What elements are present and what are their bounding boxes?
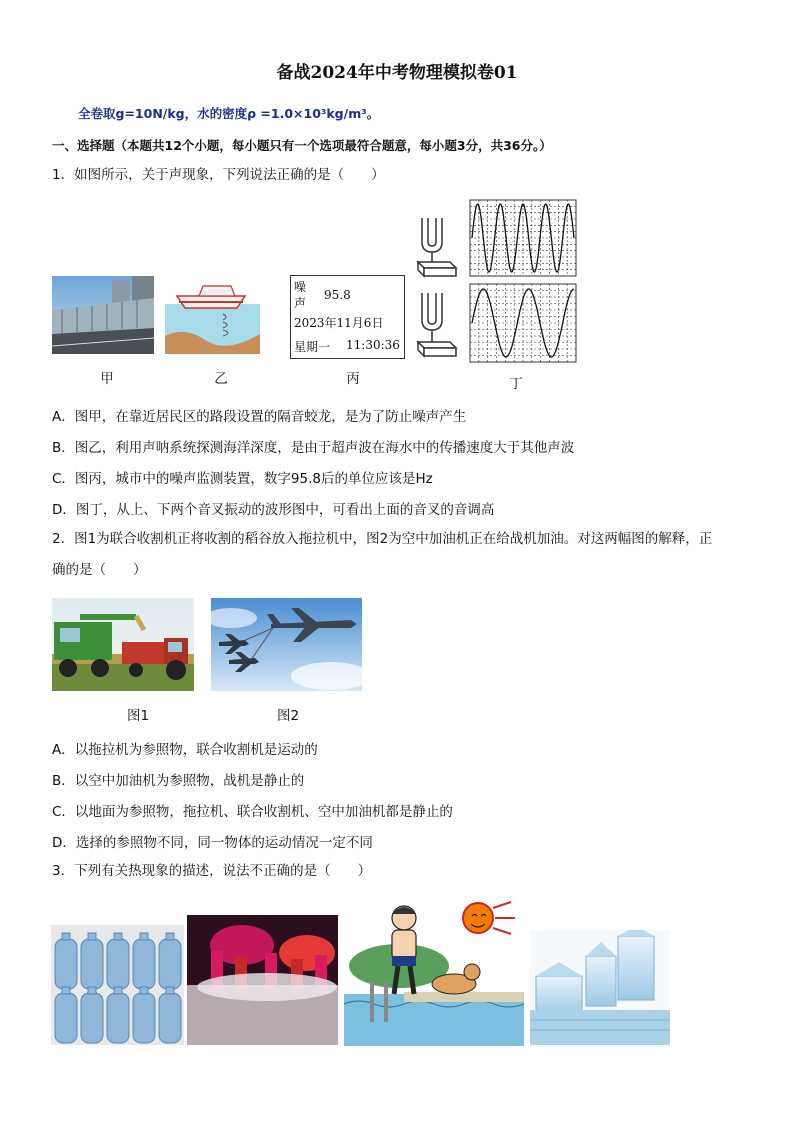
swimmer-cartoon [344, 896, 524, 1046]
monitor-weekday: 星期一 [294, 340, 331, 354]
cylinder-valve [62, 987, 70, 994]
question-2-stem-line1: 2．图1为联合收割机正将收割的稻谷放入拖拉机中，图2为空中加油机正在给战机加油。对这两幅图的解释，正 [52, 531, 713, 547]
aerial-refueling-photo [211, 598, 362, 691]
q2-option-a: A．以拖拉机为参照物，联合收割机是运动的 [52, 742, 318, 758]
upper-tuning-fork [418, 218, 456, 276]
cylinder-valve [114, 933, 122, 940]
caption-ding: 丁 [509, 376, 523, 392]
cylinder-valve [166, 987, 174, 994]
q1-option-d: D．图丁，从上、下两个音叉振动的波形图中，可看出上面的音叉的音调高 [52, 502, 495, 518]
caption-jia: 甲 [100, 371, 114, 387]
lower-tuning-fork [418, 293, 456, 356]
upper-waveform-grid [470, 200, 576, 276]
caption-bing: 丙 [346, 371, 360, 387]
gas-cylinders-photo [51, 925, 184, 1045]
q2-option-c: C．以地面为参照物，拖拉机、联合收割机、空中加油机都是静止的 [52, 804, 453, 820]
given-constants: 全卷取g=10N/kg，水的密度ρ =1.0×10³kg/m³。 [78, 106, 380, 121]
cylinder-valve [166, 933, 174, 940]
gas-cylinder [159, 939, 181, 989]
cylinder-valve [62, 933, 70, 940]
lower-waveform-grid [470, 284, 576, 362]
caption-figure-1: 图1 [126, 708, 150, 724]
cylinder-valve [88, 987, 96, 994]
gas-cylinder [159, 993, 181, 1043]
gas-cylinder [55, 939, 77, 989]
q2-option-b: B．以空中加油机为参照物，战机是静止的 [52, 773, 305, 789]
sound-barrier-photo [52, 276, 154, 354]
boat-sonar-illustration [165, 276, 260, 354]
page-title: 备战2024年中考物理模拟卷01 [276, 63, 518, 83]
gas-cylinder [133, 939, 155, 989]
gas-cylinder [133, 993, 155, 1043]
harvester-tractor-photo [52, 598, 194, 691]
question-2-stem-line2: 确的是（ ） [52, 562, 147, 578]
section-heading: 一、选择题（本题共12个小题，每小题只有一个选项最符合题意，每小题3分，共36分。） [52, 138, 552, 153]
cylinder-valve [140, 987, 148, 994]
gas-cylinder [55, 993, 77, 1043]
gas-cylinder [107, 939, 129, 989]
q2-option-d: D．选择的参照物不同，同一物体的运动情况一定不同 [52, 835, 373, 851]
question-1-stem: 1．如图所示，关于声现象，下列说法正确的是（ ） [52, 167, 385, 183]
gas-cylinder [81, 993, 103, 1043]
stage-fog-photo [187, 915, 338, 1045]
q1-option-c: C．图丙，城市中的噪声监测装置，数字95.8后的单位应该是Hz [52, 471, 433, 487]
caption-figure-2: 图2 [276, 708, 300, 724]
cylinder-valve [140, 933, 148, 940]
gas-cylinder [81, 939, 103, 989]
cylinder-valve [114, 987, 122, 994]
question-3-stem: 3．下列有关热现象的描述，说法不正确的是（ ） [52, 863, 372, 879]
q1-option-b: B．图乙，利用声呐系统探测海洋深度，是由于超声波在海水中的传播速度大于其他声波 [52, 440, 575, 456]
q1-option-a: A．图甲，在靠近居民区的路段设置的隔音蛟龙，是为了防止噪声产生 [52, 409, 467, 425]
caption-yi: 乙 [214, 371, 228, 387]
monitor-time: 11:30:36 [346, 338, 400, 352]
gas-cylinder [107, 993, 129, 1043]
monitor-value: 95.8 [324, 288, 351, 302]
monitor-label-top: 噪 [294, 280, 307, 294]
monitor-label-bottom: 声 [294, 296, 307, 310]
noise-monitor-display [290, 275, 405, 359]
ice-sculpture-photo [530, 930, 670, 1045]
cylinder-valve [88, 933, 96, 940]
tuning-fork-waveforms [412, 198, 582, 368]
monitor-date: 2023年11月6日 [294, 316, 384, 330]
